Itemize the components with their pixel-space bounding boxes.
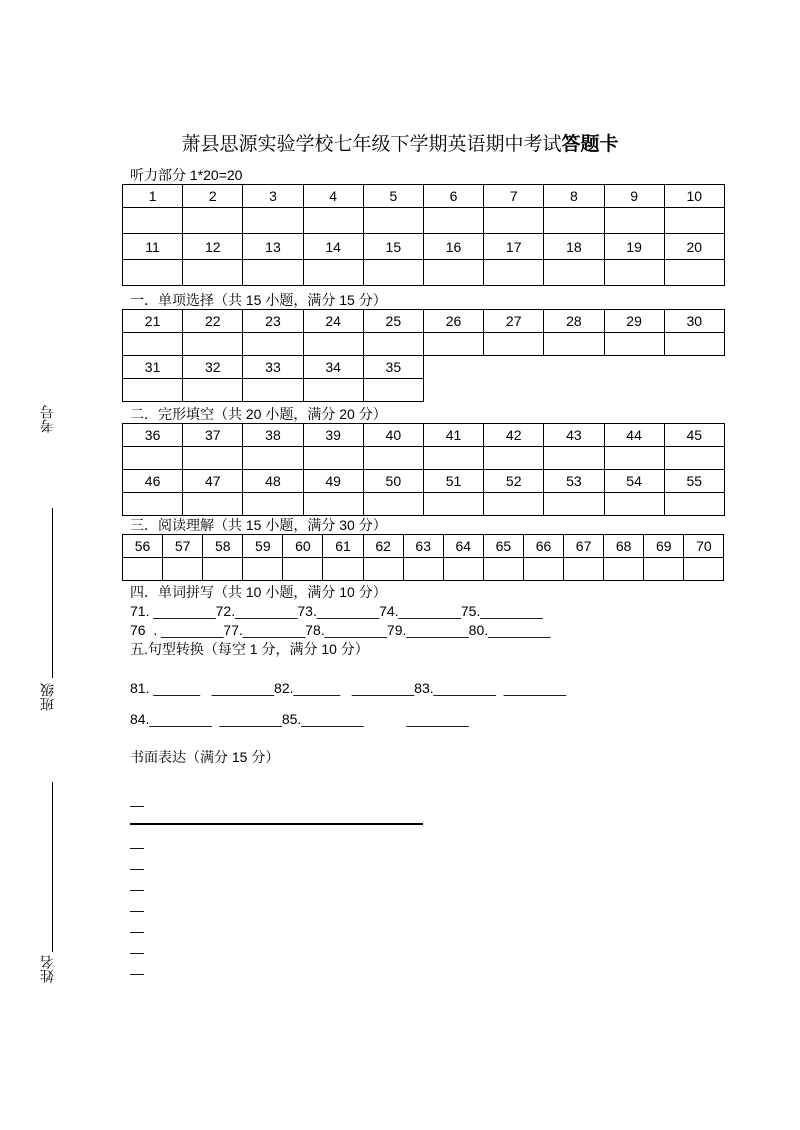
q-number: 52 <box>484 470 544 493</box>
empty-cell <box>484 356 544 379</box>
answer-cell[interactable] <box>544 333 604 356</box>
q-number: 20 <box>664 234 724 260</box>
q-number: 49 <box>303 470 363 493</box>
listening-heading: 听力部分 1*20=20 <box>130 167 243 183</box>
answer-cell[interactable] <box>423 260 483 286</box>
q-number: 27 <box>484 310 544 333</box>
q-number: 48 <box>243 470 303 493</box>
answer-cell[interactable] <box>664 333 724 356</box>
answer-cell[interactable] <box>544 493 604 516</box>
q-number: 3 <box>243 185 303 208</box>
q-number: 9 <box>604 185 664 208</box>
answer-cell[interactable] <box>484 493 544 516</box>
q-number: 8 <box>544 185 604 208</box>
answer-cell[interactable] <box>303 333 363 356</box>
answer-cell[interactable] <box>163 558 203 581</box>
q-number: 45 <box>664 424 724 447</box>
answer-cell[interactable] <box>604 333 664 356</box>
q-number: 34 <box>303 356 363 379</box>
q-number: 51 <box>423 470 483 493</box>
q-number: 65 <box>483 535 523 558</box>
answer-cell[interactable] <box>243 493 303 516</box>
answer-cell[interactable] <box>123 260 183 286</box>
answer-cell[interactable] <box>303 447 363 470</box>
answer-cell[interactable] <box>363 208 423 234</box>
q-number: 23 <box>243 310 303 333</box>
single-choice-grid <box>122 309 725 402</box>
empty-cell <box>604 356 664 379</box>
q-number: 14 <box>303 234 363 260</box>
answer-cell[interactable] <box>363 260 423 286</box>
q-number: 4 <box>303 185 363 208</box>
q-number: 31 <box>123 356 183 379</box>
answer-cell[interactable] <box>423 208 483 234</box>
q-number: 55 <box>664 470 724 493</box>
q-number: 18 <box>544 234 604 260</box>
q-number: 64 <box>443 535 483 558</box>
class-line <box>52 508 53 678</box>
answer-cell[interactable] <box>443 558 483 581</box>
q-number: 38 <box>243 424 303 447</box>
answer-cell[interactable] <box>604 558 644 581</box>
answer-cell[interactable] <box>604 208 664 234</box>
q-number: 15 <box>363 234 423 260</box>
answer-cell[interactable] <box>123 493 183 516</box>
q-number: 35 <box>363 356 423 379</box>
q-number: 61 <box>323 535 363 558</box>
empty-cell <box>423 379 483 402</box>
answer-cell[interactable] <box>484 208 544 234</box>
answer-cell[interactable] <box>203 558 243 581</box>
q-number: 2 <box>183 185 243 208</box>
empty-cell <box>484 379 544 402</box>
answer-cell[interactable] <box>484 333 544 356</box>
answer-cell[interactable] <box>183 208 243 234</box>
answer-cell[interactable] <box>604 447 664 470</box>
answer-cell[interactable] <box>363 333 423 356</box>
spelling-line-2[interactable]: 76 . ________77.________78.________79.________80.________ <box>130 622 551 638</box>
q-number: 28 <box>544 310 604 333</box>
empty-cell <box>664 379 724 402</box>
answer-cell[interactable] <box>123 333 183 356</box>
answer-cell[interactable] <box>183 493 243 516</box>
answer-cell[interactable] <box>684 558 724 581</box>
q-number: 60 <box>283 535 323 558</box>
answer-cell[interactable] <box>664 493 724 516</box>
q-number: 47 <box>183 470 243 493</box>
q-number: 57 <box>163 535 203 558</box>
answer-cell[interactable] <box>123 447 183 470</box>
answer-cell[interactable] <box>484 260 544 286</box>
q-number: 13 <box>243 234 303 260</box>
q-number: 22 <box>183 310 243 333</box>
answer-cell[interactable] <box>544 208 604 234</box>
empty-cell <box>604 379 664 402</box>
section3-heading: 三．阅读理解（共 15 小题，满分 30 分） <box>130 517 387 533</box>
answer-cell[interactable] <box>303 260 363 286</box>
q-number: 66 <box>523 535 563 558</box>
answer-cell[interactable] <box>403 558 443 581</box>
q-number: 10 <box>664 185 724 208</box>
writing-mark: — <box>130 902 144 918</box>
title-bold: 答题卡 <box>561 133 619 155</box>
answer-cell[interactable] <box>363 493 423 516</box>
answer-cell[interactable] <box>564 558 604 581</box>
writing-mark: — <box>130 797 144 813</box>
section1-heading: 一．单项选择（共 15 小题，满分 15 分） <box>130 292 387 308</box>
answer-cell[interactable] <box>544 447 604 470</box>
answer-cell[interactable] <box>644 558 684 581</box>
answer-cell[interactable] <box>243 333 303 356</box>
q-number: 16 <box>423 234 483 260</box>
section5-heading: 五.句型转换（每空 1 分，满分 10 分） <box>130 641 369 657</box>
answer-cell[interactable] <box>423 333 483 356</box>
answer-cell[interactable] <box>243 260 303 286</box>
empty-cell <box>544 356 604 379</box>
q-number: 67 <box>564 535 604 558</box>
q-number: 6 <box>423 185 483 208</box>
answer-cell[interactable] <box>123 558 163 581</box>
spelling-line-1[interactable]: 71. ________72.________73.________74.________75.________ <box>130 603 543 619</box>
q-number: 24 <box>303 310 363 333</box>
answer-cell[interactable] <box>183 333 243 356</box>
writing-heading: 书面表达（满分 15 分） <box>130 749 280 765</box>
q-number: 12 <box>183 234 243 260</box>
writing-mark: — <box>130 965 144 981</box>
q-number: 44 <box>604 424 664 447</box>
writing-mark: — <box>130 881 144 897</box>
q-number: 53 <box>544 470 604 493</box>
answer-cell[interactable] <box>243 379 303 402</box>
writing-long-line[interactable] <box>130 823 423 825</box>
q-number: 5 <box>363 185 423 208</box>
answer-cell[interactable] <box>123 379 183 402</box>
q-number: 1 <box>123 185 183 208</box>
q-number: 7 <box>484 185 544 208</box>
answer-cell[interactable] <box>423 493 483 516</box>
transform-line-1[interactable]: 81. ______ ________82.______ ________83.________ ________ <box>130 680 566 696</box>
q-number: 17 <box>484 234 544 260</box>
q-number: 43 <box>544 424 604 447</box>
q-number: 26 <box>423 310 483 333</box>
empty-cell <box>423 356 483 379</box>
q-number: 62 <box>363 535 403 558</box>
q-number: 69 <box>644 535 684 558</box>
q-number: 39 <box>303 424 363 447</box>
answer-cell[interactable] <box>183 260 243 286</box>
answer-cell[interactable] <box>483 558 523 581</box>
answer-cell[interactable] <box>664 208 724 234</box>
answer-cell[interactable] <box>303 379 363 402</box>
q-number: 11 <box>123 234 183 260</box>
answer-cell[interactable] <box>423 447 483 470</box>
listening-grid <box>122 184 725 286</box>
q-number: 25 <box>363 310 423 333</box>
answer-cell[interactable] <box>484 447 544 470</box>
empty-cell <box>664 356 724 379</box>
q-number: 33 <box>243 356 303 379</box>
answer-cell[interactable] <box>664 447 724 470</box>
q-number: 56 <box>123 535 163 558</box>
answer-cell[interactable] <box>183 447 243 470</box>
answer-cell[interactable] <box>544 260 604 286</box>
answer-cell[interactable] <box>363 447 423 470</box>
answer-cell[interactable] <box>243 558 283 581</box>
q-number: 70 <box>684 535 724 558</box>
q-number: 29 <box>604 310 664 333</box>
writing-mark: — <box>130 839 144 855</box>
cloze-grid <box>122 423 725 516</box>
section4-heading: 四．单词拼写（共 10 小题，满分 10 分） <box>130 584 387 600</box>
q-number: 40 <box>363 424 423 447</box>
writing-mark: — <box>130 860 144 876</box>
empty-cell <box>544 379 604 402</box>
answer-cell[interactable] <box>303 208 363 234</box>
answer-sheet-title <box>0 129 800 159</box>
q-number: 63 <box>403 535 443 558</box>
title-main: 萧县思源实验学校七年级下学期英语期中考试 <box>181 133 562 155</box>
q-number: 37 <box>183 424 243 447</box>
writing-mark: — <box>130 944 144 960</box>
q-number: 59 <box>243 535 283 558</box>
answer-cell[interactable] <box>363 558 403 581</box>
q-number: 50 <box>363 470 423 493</box>
answer-cell[interactable] <box>243 447 303 470</box>
q-number: 42 <box>484 424 544 447</box>
q-number: 46 <box>123 470 183 493</box>
answer-cell[interactable] <box>604 493 664 516</box>
answer-cell[interactable] <box>123 208 183 234</box>
exam-number-label: 考号 <box>40 405 56 433</box>
q-number: 21 <box>123 310 183 333</box>
class-label: 班级 <box>40 683 56 711</box>
answer-cell[interactable] <box>664 260 724 286</box>
reading-grid <box>122 534 724 581</box>
q-number: 30 <box>664 310 724 333</box>
answer-cell[interactable] <box>523 558 563 581</box>
answer-cell[interactable] <box>604 260 664 286</box>
answer-cell[interactable] <box>363 379 423 402</box>
answer-cell[interactable] <box>323 558 363 581</box>
answer-cell[interactable] <box>283 558 323 581</box>
section2-heading: 二．完形填空（共 20 小题，满分 20 分） <box>130 406 387 422</box>
answer-cell[interactable] <box>183 379 243 402</box>
answer-cell[interactable] <box>303 493 363 516</box>
q-number: 32 <box>183 356 243 379</box>
q-number: 41 <box>423 424 483 447</box>
transform-line-2[interactable]: 84.________ ________85.________ ________ <box>130 711 469 727</box>
q-number: 58 <box>203 535 243 558</box>
name-line <box>52 782 53 952</box>
writing-mark: — <box>130 923 144 939</box>
q-number: 19 <box>604 234 664 260</box>
name-label: 姓名 <box>40 955 56 983</box>
q-number: 68 <box>604 535 644 558</box>
q-number: 54 <box>604 470 664 493</box>
q-number: 36 <box>123 424 183 447</box>
answer-cell[interactable] <box>243 208 303 234</box>
